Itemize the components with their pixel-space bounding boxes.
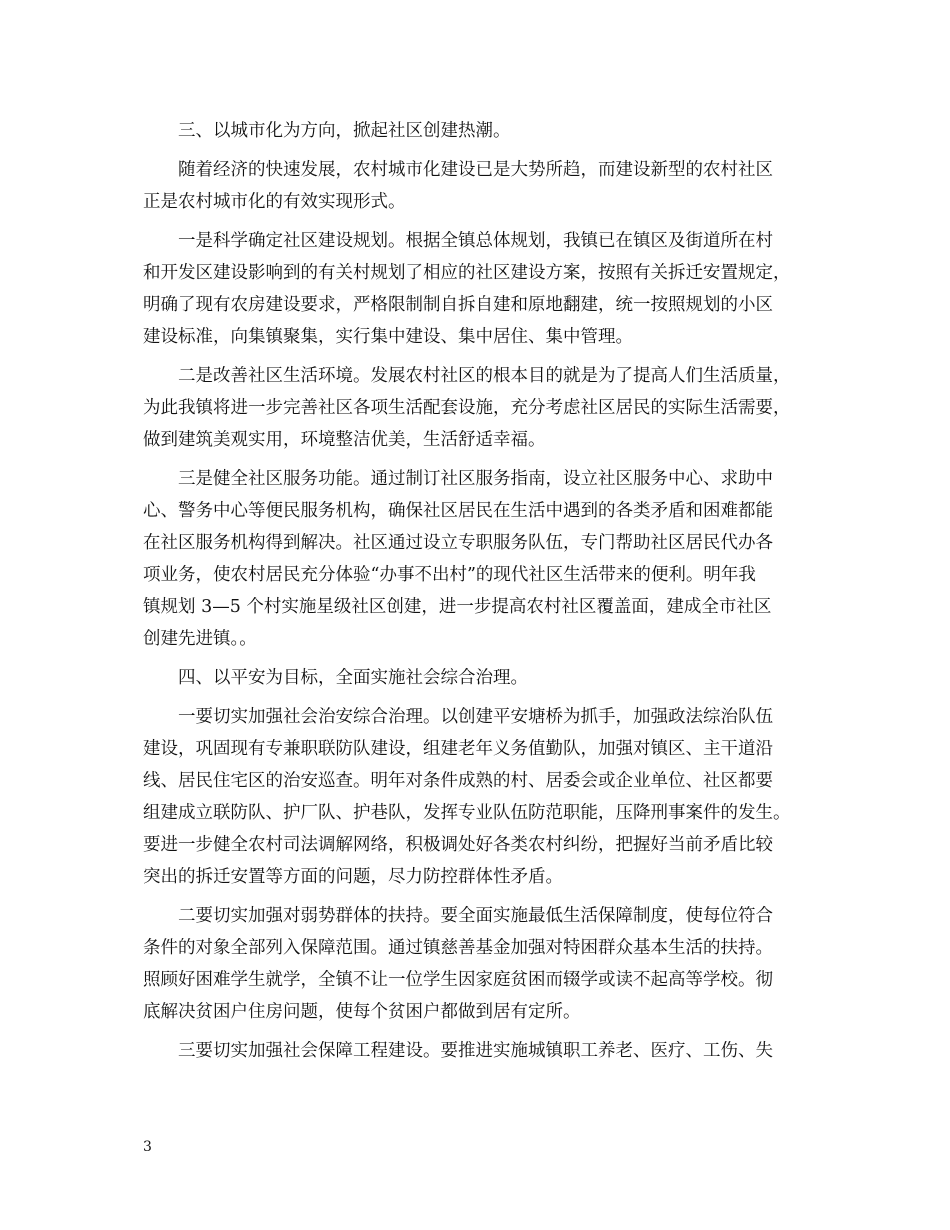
paragraph-vulnerable-groups: 二要切实加强对弱势群体的扶持。要全面实施最低生活保障制度，使每位符合 条件的对象全部列入保障范围。通过镇慈善基金加强对特困群众基本生活的扶持。 照顾好困难学生就学，全镇不让一位学生因家庭贫困而辍学或读不起高等学校。彻 底解决贫困户住房问题，使每个贫困户都做到居有定所。 [143, 906, 773, 1022]
paragraph-living-environment: 二是改善社区生活环境。发展农村社区的根本目的就是为了提高人们生活质量， 为此我镇将进一步完善社区各项生活配套设施，充分考虑社区居民的实际生活需要， 做到建筑美观实用，环境整洁优美，生活舒适幸福。 [143, 366, 791, 450]
section-heading-safety: 四、以平安为目标，全面实施社会综合治理。 [178, 668, 528, 688]
paragraph-public-security: 一要切实加强社会治安综合治理。以创建平安塘桥为抓手，加强政法综治队伍 建设，巩固现有专兼职联防队建设，组建老年义务值勤队，加强对镇区、主干道沿 线、居民住宅区的治安巡查。明年对条件成熟的村、居委会或企业单位、社区都要 组建成立联防队、护厂队、护巷队，发挥专业队伍防范职能，压降刑事案件的发生。 要进一步健全农村司法调解网络，积极调处好各类农村纠纷，把握好当前矛盾比较 突出的拆迁安置等方面的问题，尽力防控群体性矛盾。 [143, 707, 791, 887]
section-heading-urbanization: 三、以城市化为方向，掀起社区创建热潮。 [178, 121, 511, 141]
paragraph-service-function: 三是健全社区服务功能。通过制订社区服务指南，设立社区服务中心、求助中 心、警务中心等便民服务机构，确保社区居民在生活中遇到的各类矛盾和困难都能 在社区服务机构得到解决。社区通过设立专职服务队伍，专门帮助社区居民代办各 项业务，使农村居民充分体验“办事不出村”的现代社区生活带来的便利。明年我 镇规划 3—5 个村实施星级社区创建，进一步提高农村社区覆盖面，建成全市社区 创建先进镇。。 [143, 469, 773, 649]
document-body [143, 115, 811, 1074]
paragraph-social-security: 三要切实加强社会保障工程建设。要推进实施城镇职工养老、医疗、工伤、失 [178, 1041, 773, 1061]
page-number: 3 [143, 1139, 152, 1155]
paragraph-planning: 一是科学确定社区建设规划。根据全镇总体规划，我镇已在镇区及街道所在村 和开发区建设影响到的有关村规划了相应的社区建设方案，按照有关拆迁安置规定， 明确了现有农房建设要求，严格限制制自拆自建和原地翻建，统一按照规划的小区 建设标准，向集镇聚集，实行集中建设、集中居住、集中管理。 [143, 231, 791, 347]
paragraph-intro-urbanization: 随着经济的快速发展，农村城市化建设已是大势所趋，而建设新型的农村社区 正是农村城市化的有效实现形式。 [143, 160, 773, 212]
